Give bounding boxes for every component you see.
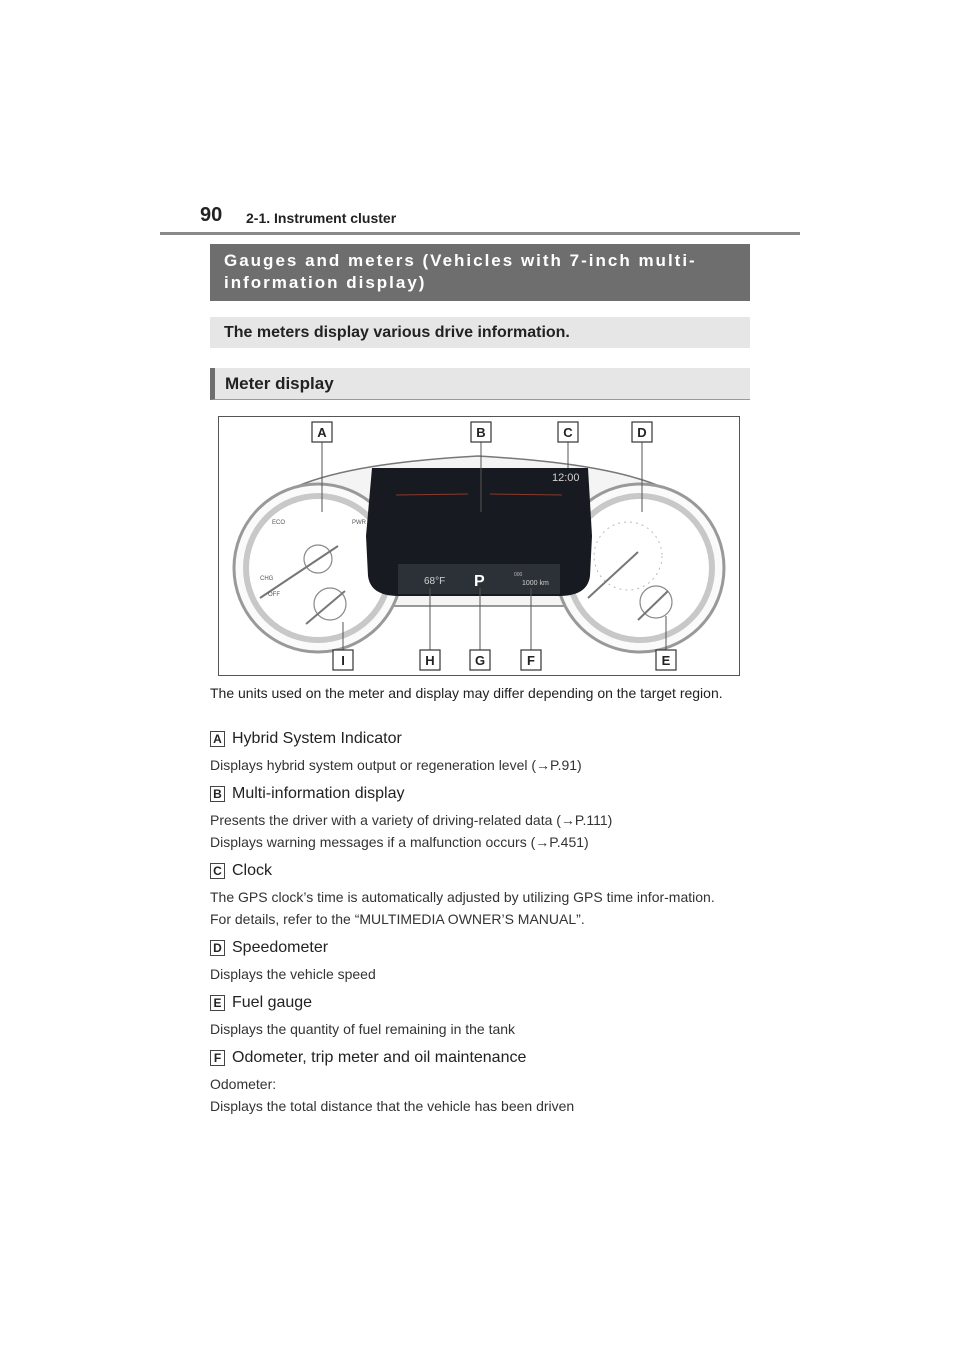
meter-illustration (218, 416, 740, 676)
letter-badge: E (210, 995, 225, 1011)
entry-description: Odometer: (210, 1076, 277, 1092)
component-list (210, 728, 750, 1124)
letter-badge: A (210, 731, 225, 747)
entry-description: Displays hybrid system output or regeneration level (→P.91) (210, 757, 582, 773)
callout-e (656, 650, 676, 670)
units-note: The units used on the meter and display may differ depending on the target region. (210, 685, 723, 701)
entry-description: Displays the vehicle speed (210, 966, 376, 982)
off-label: OFF (268, 592, 280, 598)
entry-title: Multi-information display (232, 785, 405, 802)
multi-information-display (366, 468, 592, 596)
callout-c (558, 422, 578, 442)
callout-h (420, 650, 440, 670)
callout-i (333, 650, 353, 670)
svg-text:H: H (425, 653, 435, 668)
entry-title: Hybrid System Indicator (232, 730, 402, 747)
svg-text:G: G (474, 653, 486, 668)
list-item (210, 783, 750, 852)
entry-title: Odometer, trip meter and oil maintenance (232, 1049, 527, 1066)
chapter-title: 2-1. Instrument cluster (246, 210, 397, 226)
callout-a (312, 422, 332, 442)
svg-text:C: C (563, 425, 573, 440)
svg-text:D: D (637, 425, 647, 440)
entry-title: Speedometer (232, 939, 329, 956)
subsection-title: Meter display (210, 368, 750, 400)
pwr-label: PWR (352, 520, 366, 526)
eco-label: ECO (272, 520, 286, 526)
entry-description: Displays the total distance that the vehicle has been driven (210, 1098, 575, 1114)
entry-description: For details, refer to the “MULTIMEDIA OWNER’S MANUAL”. (210, 911, 585, 927)
list-item (210, 992, 750, 1039)
callout-b (471, 422, 491, 442)
page-number: 90 (200, 204, 223, 226)
callout-g (470, 650, 490, 670)
entry-title: Fuel gauge (232, 994, 313, 1011)
svg-text:E: E (661, 653, 671, 668)
letter-badge: C (210, 863, 225, 879)
list-item (210, 860, 750, 929)
odometer-small: 000 (514, 572, 523, 578)
svg-text:B: B (476, 425, 486, 440)
list-item (210, 1047, 750, 1116)
header-rule (160, 232, 800, 235)
entry-description: Displays warning messages if a malfunction occurs (→P.451) (210, 834, 589, 850)
entry-title: Clock (232, 862, 273, 879)
temperature-readout: 68°F (424, 576, 446, 587)
odometer-readout: 1000 km (522, 580, 549, 587)
letter-badge: D (210, 940, 225, 956)
callout-d (632, 422, 652, 442)
callout-f (521, 650, 541, 670)
list-item (210, 728, 750, 775)
svg-text:A: A (317, 425, 327, 440)
chg-label: CHG (260, 576, 274, 582)
entry-description: Displays the quantity of fuel remaining in the tank (210, 1021, 516, 1037)
svg-text:I: I (341, 653, 345, 668)
list-item (210, 937, 750, 984)
gear-indicator: P (474, 573, 485, 590)
clock-readout: 12:00 (552, 472, 580, 484)
section-title: Gauges and meters (Vehicles with 7-inch multi-information display) (210, 244, 750, 301)
letter-badge: B (210, 786, 225, 802)
svg-text:F: F (527, 653, 535, 668)
letter-badge: F (210, 1050, 225, 1066)
entry-description: Presents the driver with a variety of driving-related data (→P.111) (210, 812, 613, 828)
intro-text: The meters display various drive information. (210, 317, 750, 348)
entry-description: The GPS clock’s time is automatically adjusted by utilizing GPS time infor-mation. (210, 889, 715, 905)
